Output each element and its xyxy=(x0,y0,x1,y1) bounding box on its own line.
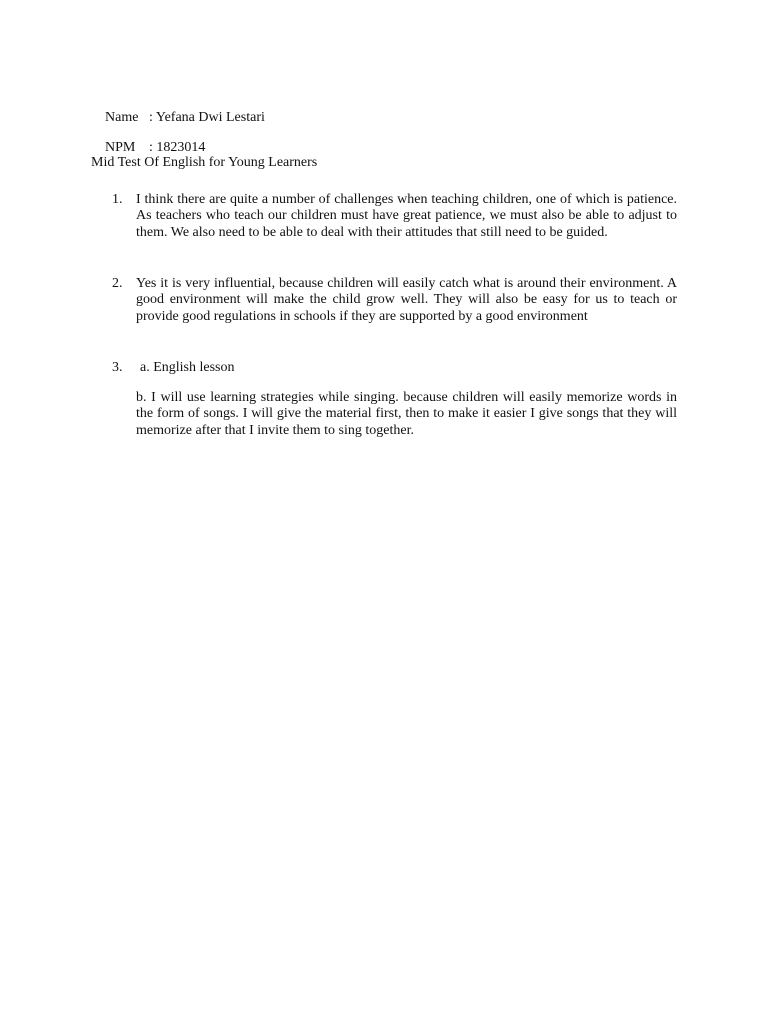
answer-1-text: I think there are quite a number of challenges when teaching children, one of which is patience. As teachers who teach our children must have great patience, we must also be able to adjust to them. We also need to be able to deal with their attitudes that still need to be guided. xyxy=(136,192,677,240)
document-title: Mid Test Of English for Young Learners xyxy=(91,155,318,170)
answer-1-number: 1. xyxy=(112,192,123,207)
answer-3-part-b: b. I will use learning strategies while singing. because children will easily memorize words in the form of songs. I will give the material first, then to make it easier I give songs that they will memorize after that I invite them to sing together. xyxy=(136,390,677,438)
name-value: Yefana Dwi Lestari xyxy=(155,110,265,125)
answer-2-text: Yes it is very influential, because children will easily catch what is around their environment. A good environment will make the child grow well. They will also be easy for us to teach or provide good regulations in schools if they are supported by a good environment xyxy=(136,276,677,324)
answer-3-part-a: a. English lesson xyxy=(140,360,235,375)
npm-value: 1823014 xyxy=(156,140,206,155)
npm-label: NPM xyxy=(105,140,136,155)
answer-2-number: 2. xyxy=(112,276,123,291)
name-label: Name xyxy=(105,110,139,125)
npm-separator: : xyxy=(149,140,153,155)
name-separator: : xyxy=(149,110,153,125)
answer-3-number: 3. xyxy=(112,360,123,375)
